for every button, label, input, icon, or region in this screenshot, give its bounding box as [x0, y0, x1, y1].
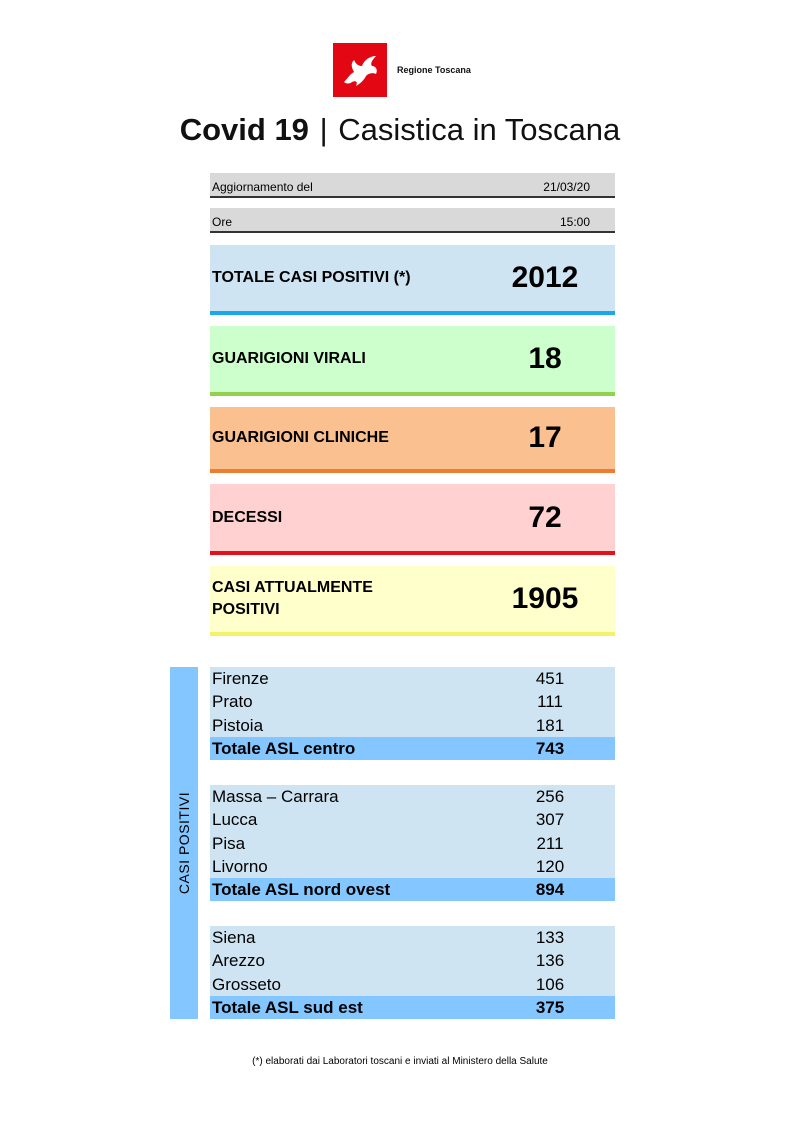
table-row: [210, 690, 615, 713]
province-value: 211: [536, 833, 564, 853]
total-name: Totale ASL sud est: [212, 997, 363, 1017]
table-row: [210, 714, 615, 737]
province-name: Livorno: [212, 856, 268, 876]
table-row: [210, 667, 615, 690]
total-name: Totale ASL nord ovest: [212, 880, 391, 900]
update-date-value: 21/03/20: [543, 180, 590, 194]
province-value: 120: [535, 856, 565, 876]
pegasus-icon: [333, 43, 387, 97]
summary-value: 72: [528, 500, 562, 534]
table-row: [210, 926, 615, 949]
summary-label: TOTALE CASI POSITIVI (*): [212, 269, 411, 286]
province-name: Firenze: [212, 669, 269, 688]
province-name: Pisa: [212, 833, 246, 853]
asl-centro-group: [210, 667, 615, 760]
province-value: 181: [535, 715, 565, 735]
province-name: Arezzo: [212, 951, 265, 971]
province-value: 106: [535, 974, 565, 994]
side-label: [170, 667, 198, 1019]
page-title: [0, 110, 800, 150]
summary-label: DECESSI: [212, 508, 283, 526]
province-value: 111: [537, 692, 563, 712]
total-row: [210, 996, 615, 1019]
regione-toscana-logo: [333, 43, 480, 97]
province-value: 256: [535, 787, 565, 806]
province-name: Lucca: [212, 810, 258, 830]
table-row: [210, 973, 615, 996]
summary-box-deaths: [210, 484, 615, 555]
title-rest: Casistica in Toscana: [338, 112, 621, 147]
province-value: 307: [535, 810, 565, 830]
table-row: [210, 832, 615, 855]
summary-box-total-positive: [210, 245, 615, 315]
update-time-label: Ore: [212, 215, 233, 229]
total-value: 743: [535, 738, 565, 758]
summary-label: CASI ATTUALMENTE POSITIVI: [212, 579, 373, 618]
summary-value: 1905: [511, 582, 579, 615]
province-name: Massa – Carrara: [212, 787, 339, 806]
summary-box-viral-recoveries: [210, 326, 615, 396]
update-date-row: [210, 173, 615, 198]
province-value: 136: [535, 951, 565, 971]
summary-value: 17: [528, 421, 562, 454]
side-label-text: CASI POSITIVI: [176, 791, 192, 895]
update-time-value: 15:00: [559, 215, 590, 229]
asl-nord-ovest-group: [210, 785, 615, 901]
province-name: Siena: [212, 928, 256, 947]
province-value: 133: [535, 928, 565, 947]
summary-label: GUARIGIONI CLINICHE: [212, 429, 389, 446]
title-separator: |: [319, 112, 328, 147]
province-name: Prato: [212, 692, 253, 712]
update-time-row: [210, 208, 615, 233]
summary-value: 2012: [511, 261, 579, 294]
table-row: [210, 785, 615, 808]
total-value: 375: [535, 997, 565, 1017]
total-row: [210, 737, 615, 760]
logo-text: Regione Toscana: [397, 65, 471, 75]
total-value: 894: [535, 880, 565, 900]
update-date-label: Aggiornamento del: [212, 180, 313, 194]
table-row: [210, 808, 615, 831]
table-row: [210, 949, 615, 972]
province-value: 451: [535, 669, 565, 688]
summary-box-currently-positive: [210, 566, 615, 636]
footnote: (*) elaborati dai Laboratori toscani e inviati al Ministero della Salute: [252, 1056, 548, 1067]
title-bold: Covid 19: [179, 112, 309, 147]
province-name: Grosseto: [212, 974, 281, 994]
table-row: [210, 855, 615, 878]
summary-value: 18: [528, 342, 562, 375]
total-name: Totale ASL centro: [212, 738, 356, 758]
asl-sud-est-group: [210, 926, 615, 1019]
province-name: Pistoia: [212, 715, 264, 735]
summary-box-clinical-recoveries: [210, 407, 615, 473]
total-row: [210, 878, 615, 901]
summary-label: GUARIGIONI VIRALI: [212, 350, 366, 367]
